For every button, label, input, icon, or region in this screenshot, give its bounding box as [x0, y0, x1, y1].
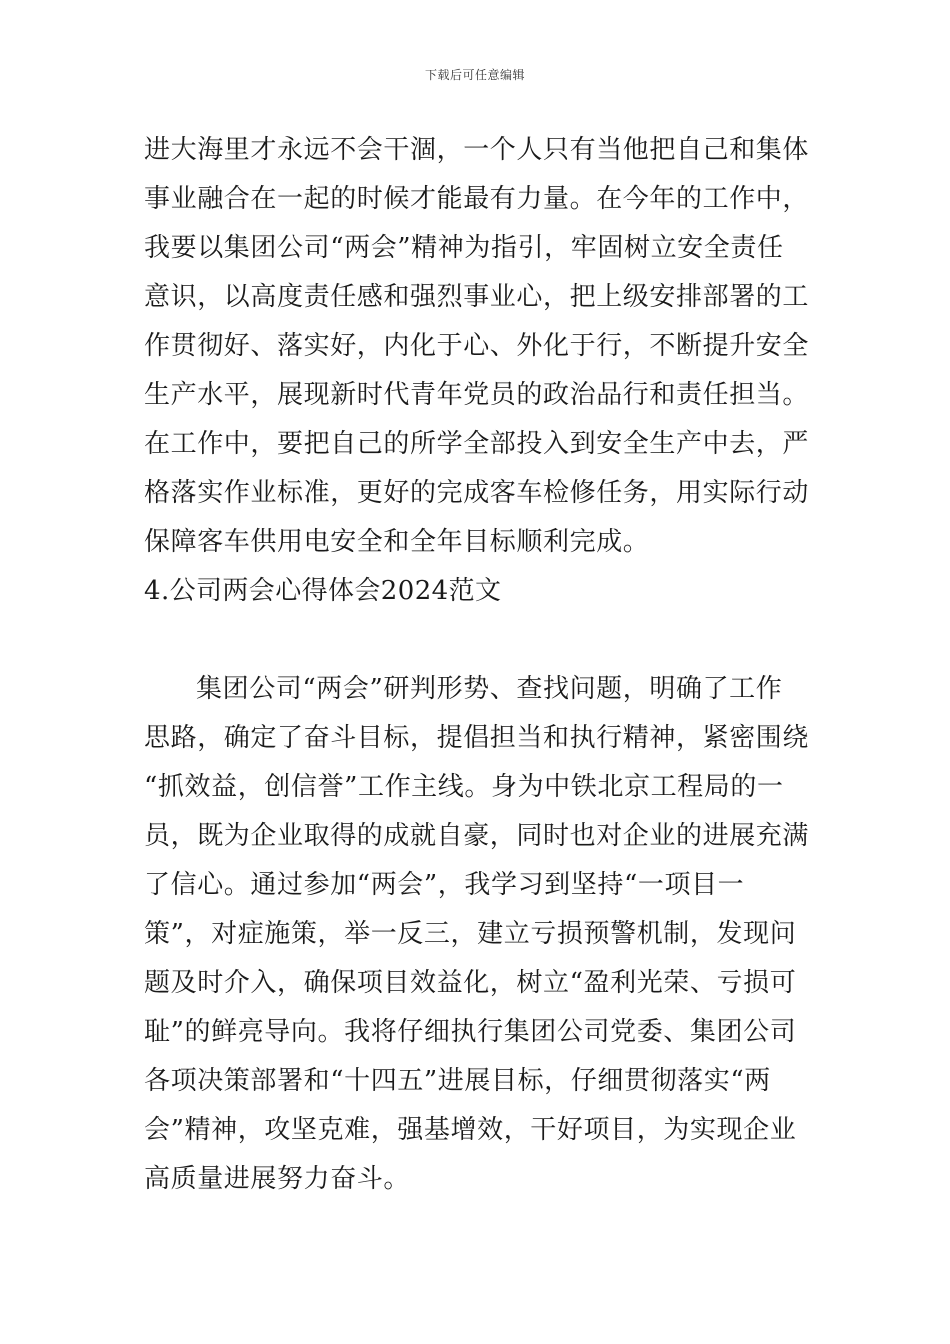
blank-line [144, 616, 808, 665]
text-line: 生产水平，展现新时代青年党员的政治品行和责任担当。 [144, 380, 810, 410]
text-line: 策”，对症施策，举一反三，建立亏损预警机制，发现问 [144, 919, 797, 949]
text-line: 在工作中，要把自己的所学全部投入到安全生产中去，严 [144, 429, 810, 459]
paragraph-1 [144, 126, 808, 567]
text-line: 进大海里才永远不会干涸，一个人只有当他把自己和集体 [144, 135, 810, 165]
page-header: 下载后可任意编辑 [424, 68, 525, 82]
document-body [144, 126, 808, 1204]
text-line: 各项决策部署和“十四五”进展目标，仔细贯彻落实“两 [144, 1066, 771, 1096]
text-line: 题及时介入，确保项目效益化，树立“盈利光荣、亏损可 [144, 968, 797, 998]
text-line: 作贯彻好、落实好，内化于心、外化于行，不断提升安全 [144, 331, 810, 361]
text-line: 事业融合在一起的时候才能最有力量。在今年的工作中， [144, 184, 810, 214]
text-line: 集团公司“两会”研判形势、查找问题，明确了工作 [196, 674, 783, 704]
text-line: 高质量进展努力奋斗。 [144, 1164, 411, 1194]
section-heading: 4.公司两会心得体会2024范文 [144, 576, 502, 606]
paragraph-2 [144, 665, 808, 1204]
text-line: 保障客车供用电安全和全年目标顺利完成。 [144, 527, 650, 557]
text-line: 耻”的鲜亮导向。我将仔细执行集团公司党委、集团公司 [144, 1017, 797, 1047]
text-line: 了信心。通过参加“两会”，我学习到坚持“一项目一 [144, 870, 745, 900]
text-line: “抓效益，创信誉”工作主线。身为中铁北京工程局的一 [144, 772, 784, 802]
text-line: 会”精神，攻坚克难，强基增效，干好项目，为实现企业 [144, 1115, 797, 1145]
text-line: 意识，以高度责任感和强烈事业心，把上级安排部署的工 [144, 282, 810, 312]
text-line: 格落实作业标准，更好的完成客车检修任务，用实际行动 [144, 478, 810, 508]
text-line: 员，既为企业取得的成就自豪，同时也对企业的进展充满 [144, 821, 810, 851]
text-line: 我要以集团公司“两会”精神为指引，牢固树立安全责任 [144, 233, 784, 263]
text-line: 思路，确定了奋斗目标，提倡担当和执行精神，紧密围绕 [144, 723, 810, 753]
